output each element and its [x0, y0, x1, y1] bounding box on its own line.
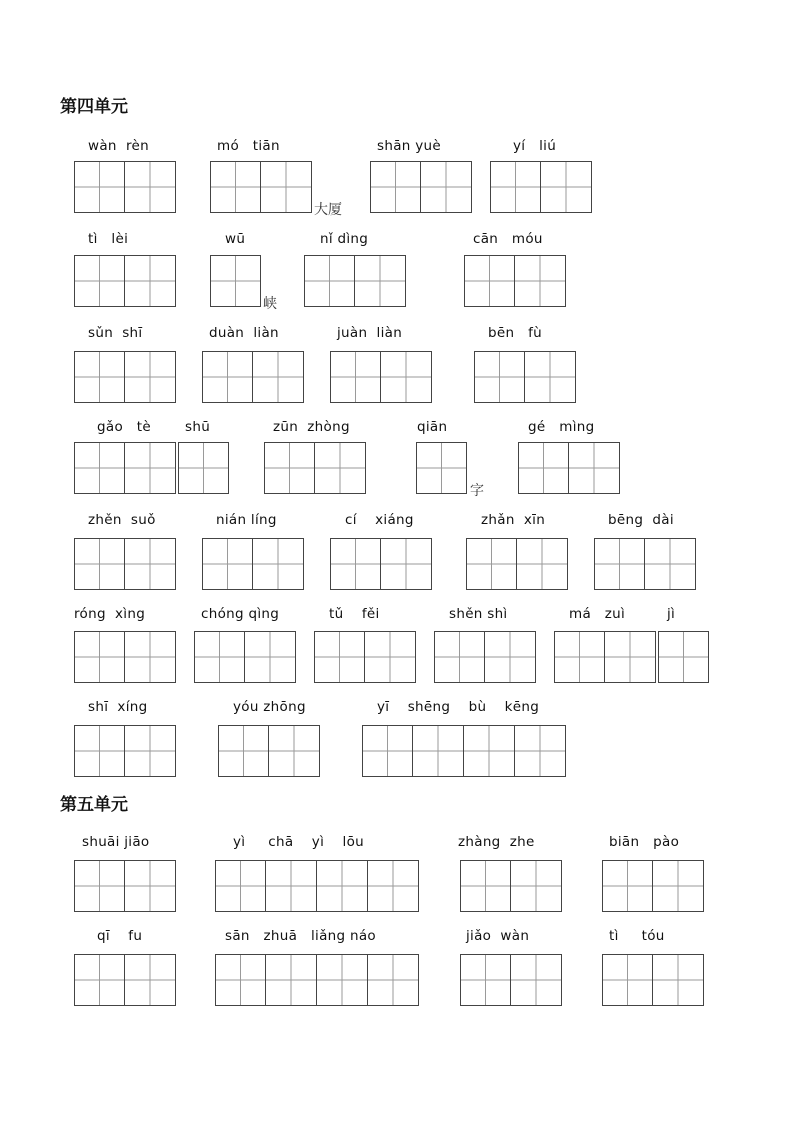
writing-cell[interactable]: [215, 860, 266, 912]
writing-cell[interactable]: [74, 954, 125, 1006]
writing-cell[interactable]: [74, 161, 125, 213]
writing-cell[interactable]: [515, 255, 566, 307]
pinyin-label: yī shēng bù kēng: [377, 699, 540, 715]
writing-grid[interactable]: [460, 860, 562, 912]
writing-cell[interactable]: [368, 860, 419, 912]
pinyin-label: cān móu: [473, 231, 543, 247]
pinyin-label: shū: [185, 419, 211, 435]
word-suffix: 字: [470, 483, 484, 499]
writing-cell[interactable]: [602, 954, 653, 1006]
writing-cell[interactable]: [594, 538, 645, 590]
writing-cell[interactable]: [416, 442, 467, 494]
writing-cell[interactable]: [381, 538, 432, 590]
writing-cell[interactable]: [125, 255, 176, 307]
writing-cell[interactable]: [202, 538, 253, 590]
writing-cell[interactable]: [74, 255, 125, 307]
writing-grid[interactable]: [74, 255, 176, 307]
writing-cell[interactable]: [518, 442, 569, 494]
word-suffix: 峡: [263, 296, 277, 312]
writing-cell[interactable]: [194, 631, 245, 683]
writing-cell[interactable]: [355, 255, 406, 307]
pinyin-label: zhǎn xīn: [481, 512, 546, 528]
writing-cell[interactable]: [490, 161, 541, 213]
pinyin-label: qī fu: [97, 928, 143, 944]
writing-grid[interactable]: [554, 631, 656, 683]
pinyin-label: biān pào: [609, 834, 680, 850]
writing-grid[interactable]: [178, 442, 229, 494]
writing-cell[interactable]: [314, 631, 365, 683]
pinyin-label: wū: [225, 231, 246, 247]
writing-cell[interactable]: [541, 161, 592, 213]
pinyin-label: sǔn shī: [88, 325, 143, 341]
writing-grid[interactable]: [74, 954, 176, 1006]
writing-cell[interactable]: [658, 631, 709, 683]
writing-cell[interactable]: [474, 351, 525, 403]
writing-grid[interactable]: [602, 860, 704, 912]
pinyin-label: gǎo tè: [97, 419, 151, 435]
writing-cell[interactable]: [215, 954, 266, 1006]
writing-cell[interactable]: [413, 725, 464, 777]
writing-cell[interactable]: [569, 442, 620, 494]
writing-grid[interactable]: [466, 538, 568, 590]
pinyin-label: juàn liàn: [337, 325, 403, 341]
writing-cell[interactable]: [485, 631, 536, 683]
writing-grid[interactable]: [194, 631, 296, 683]
writing-cell[interactable]: [125, 161, 176, 213]
writing-cell[interactable]: [460, 954, 511, 1006]
pinyin-label: róng xìng: [74, 606, 146, 622]
pinyin-label: bēng dài: [608, 512, 674, 528]
writing-cell[interactable]: [515, 725, 566, 777]
writing-cell[interactable]: [362, 725, 413, 777]
writing-grid[interactable]: [202, 351, 304, 403]
writing-cell[interactable]: [125, 351, 176, 403]
pinyin-label: shěn shì: [449, 606, 508, 622]
writing-grid[interactable]: [330, 538, 432, 590]
writing-grid[interactable]: [74, 442, 176, 494]
writing-cell[interactable]: [653, 860, 704, 912]
writing-cell[interactable]: [210, 255, 261, 307]
pinyin-label: shuāi jiāo: [82, 834, 150, 850]
writing-cell[interactable]: [218, 725, 269, 777]
writing-grid[interactable]: [210, 255, 261, 307]
writing-cell[interactable]: [202, 351, 253, 403]
pinyin-label: nián líng: [216, 512, 277, 528]
writing-cell[interactable]: [74, 725, 125, 777]
writing-cell[interactable]: [178, 442, 229, 494]
writing-grid[interactable]: [264, 442, 366, 494]
writing-cell[interactable]: [645, 538, 696, 590]
writing-cell[interactable]: [368, 954, 419, 1006]
writing-grid[interactable]: [594, 538, 696, 590]
writing-cell[interactable]: [125, 954, 176, 1006]
writing-cell[interactable]: [74, 442, 125, 494]
writing-cell[interactable]: [125, 725, 176, 777]
writing-cell[interactable]: [466, 538, 517, 590]
pinyin-label: gé mìng: [528, 419, 595, 435]
writing-cell[interactable]: [266, 860, 317, 912]
writing-cell[interactable]: [460, 860, 511, 912]
writing-cell[interactable]: [434, 631, 485, 683]
pinyin-label: shī xíng: [88, 699, 148, 715]
writing-grid[interactable]: [490, 161, 592, 213]
writing-cell[interactable]: [330, 538, 381, 590]
pinyin-label: shān yuè: [377, 138, 441, 154]
writing-grid[interactable]: [460, 954, 562, 1006]
pinyin-label: tì tóu: [609, 928, 665, 944]
writing-cell[interactable]: [210, 161, 261, 213]
pinyin-label: zhěn suǒ: [88, 512, 156, 528]
pinyin-label: chóng qìng: [201, 606, 280, 622]
writing-grid[interactable]: [314, 631, 416, 683]
pinyin-label: tì lèi: [88, 231, 129, 247]
writing-grid[interactable]: [602, 954, 704, 1006]
writing-grid[interactable]: [202, 538, 304, 590]
pinyin-label: sān zhuā liǎng náo: [225, 928, 376, 944]
writing-grid[interactable]: [74, 725, 176, 777]
writing-cell[interactable]: [605, 631, 656, 683]
writing-cell[interactable]: [74, 860, 125, 912]
writing-cell[interactable]: [125, 442, 176, 494]
pinyin-label: má zuì: [569, 606, 626, 622]
pinyin-label: bēn fù: [488, 325, 543, 341]
writing-cell[interactable]: [269, 725, 320, 777]
pinyin-label: jiǎo wàn: [466, 928, 530, 944]
writing-grid[interactable]: [210, 161, 312, 213]
writing-cell[interactable]: [253, 538, 304, 590]
writing-cell[interactable]: [421, 161, 472, 213]
writing-cell[interactable]: [381, 351, 432, 403]
writing-grid[interactable]: [370, 161, 472, 213]
pinyin-label: jì: [667, 606, 676, 622]
writing-grid[interactable]: [362, 725, 566, 777]
pinyin-label: zūn zhòng: [273, 419, 350, 435]
writing-cell[interactable]: [317, 954, 368, 1006]
unit4-title: 第四单元: [60, 97, 128, 117]
pinyin-label: yì chā yì lōu: [233, 834, 364, 850]
writing-grid[interactable]: [658, 631, 709, 683]
pinyin-label: yóu zhōng: [233, 699, 306, 715]
writing-grid[interactable]: [74, 538, 176, 590]
writing-cell[interactable]: [74, 631, 125, 683]
writing-cell[interactable]: [266, 954, 317, 1006]
pinyin-label: cí xiáng: [345, 512, 414, 528]
writing-cell[interactable]: [245, 631, 296, 683]
pinyin-label: duàn liàn: [209, 325, 279, 341]
writing-cell[interactable]: [74, 538, 125, 590]
writing-cell[interactable]: [264, 442, 315, 494]
writing-cell[interactable]: [365, 631, 416, 683]
writing-cell[interactable]: [74, 351, 125, 403]
writing-grid[interactable]: [74, 351, 176, 403]
writing-cell[interactable]: [317, 860, 368, 912]
writing-grid[interactable]: [74, 631, 176, 683]
writing-cell[interactable]: [464, 725, 515, 777]
unit5-title: 第五单元: [60, 795, 128, 815]
writing-grid[interactable]: [416, 442, 467, 494]
writing-cell[interactable]: [511, 954, 562, 1006]
writing-cell[interactable]: [602, 860, 653, 912]
writing-cell[interactable]: [517, 538, 568, 590]
writing-grid[interactable]: [215, 954, 419, 1006]
pinyin-label: qiān: [417, 419, 448, 435]
writing-cell[interactable]: [315, 442, 366, 494]
pinyin-label: tǔ fěi: [329, 606, 380, 622]
writing-grid[interactable]: [330, 351, 432, 403]
writing-grid[interactable]: [518, 442, 620, 494]
writing-cell[interactable]: [525, 351, 576, 403]
writing-grid[interactable]: [474, 351, 576, 403]
pinyin-label: nǐ dìng: [320, 231, 369, 247]
pinyin-label: mó tiān: [217, 138, 280, 154]
pinyin-label: zhàng zhe: [458, 834, 535, 850]
writing-cell[interactable]: [554, 631, 605, 683]
writing-grid[interactable]: [74, 161, 176, 213]
word-suffix: 大厦: [314, 202, 342, 218]
writing-cell[interactable]: [125, 860, 176, 912]
writing-cell[interactable]: [511, 860, 562, 912]
writing-cell[interactable]: [330, 351, 381, 403]
writing-cell[interactable]: [125, 631, 176, 683]
writing-grid[interactable]: [464, 255, 566, 307]
writing-grid[interactable]: [215, 860, 419, 912]
writing-grid[interactable]: [74, 860, 176, 912]
writing-cell[interactable]: [464, 255, 515, 307]
writing-cell[interactable]: [125, 538, 176, 590]
writing-grid[interactable]: [304, 255, 406, 307]
writing-cell[interactable]: [304, 255, 355, 307]
writing-cell[interactable]: [261, 161, 312, 213]
writing-cell[interactable]: [653, 954, 704, 1006]
pinyin-label: wàn rèn: [88, 138, 149, 154]
pinyin-label: yí liú: [513, 138, 557, 154]
writing-grid[interactable]: [218, 725, 320, 777]
writing-cell[interactable]: [370, 161, 421, 213]
writing-grid[interactable]: [434, 631, 536, 683]
writing-cell[interactable]: [253, 351, 304, 403]
